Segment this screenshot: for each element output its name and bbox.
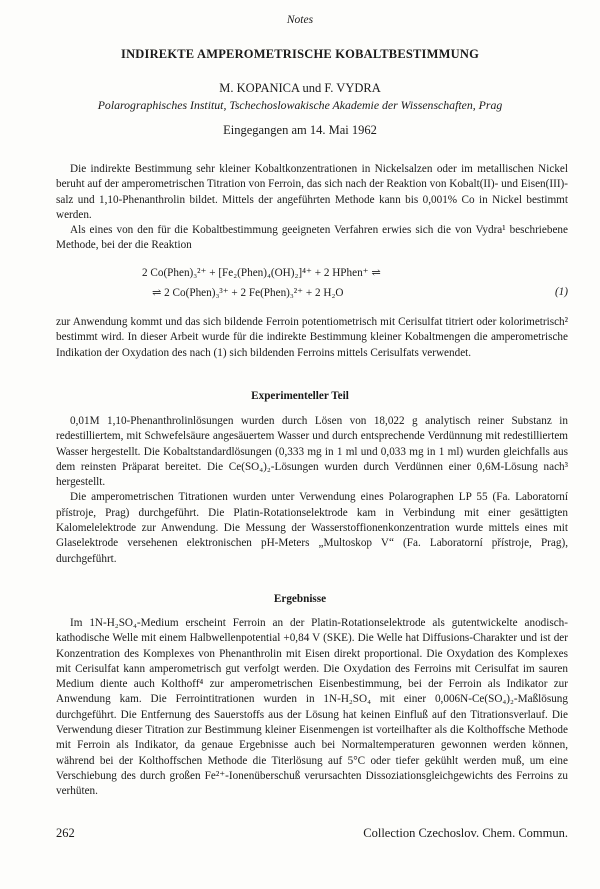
- article-title: INDIREKTE AMPEROMETRISCHE KOBALTBESTIMMUNG: [121, 47, 479, 61]
- results-block: [56, 616, 568, 800]
- equation-line-2: [56, 286, 568, 301]
- intro-paragraph-3: zur Anwendung kommt und das sich bildende Ferroin potentiometrisch mit Cerisulfat titriert oder kolorimetrisch² bestimmt wird. In dieser Arbeit wurde für die indirekte Bestimmung kleiner Kobaltmengen die amperometrische Indikation der Oxydation des nach (1) sich bildenden Ferroins mittels Cerisulfats verwendet.: [56, 316, 568, 359]
- equation-rhs: ⇌ 2 Co(Phen)₃³⁺ + 2 Fe(Phen)₃²⁺ + 2 H₂O: [152, 287, 344, 299]
- section-heading-experimental: Experimenteller Teil: [251, 390, 349, 402]
- institution: Polarographisches Institut, Tschechoslowakische Akademie der Wissenschaften, Prag: [97, 98, 503, 112]
- equation-number: (1): [554, 286, 568, 298]
- intro-paragraph-1: Die indirekte Bestimmung sehr kleiner Kobaltkonzentrationen in Nickelsalzen oder im metallischen Nickel beruht auf der amperometrischen Titration von Ferroin, das sich nach der Reaktion von Kobalt(II)- und Eisen(III)-salz und 1,10-Phenanthrolin bildet. Mittels der angeführten Methode kann bis 0,001% Co in Nickel bestimmt werden.: [56, 163, 568, 221]
- equation-line-1: [56, 266, 568, 281]
- intro-continuation: [56, 315, 568, 361]
- journal-name: Collection Czechoslov. Chem. Commun.: [363, 826, 568, 840]
- equation-lhs: 2 Co(Phen)₃²⁺ + [Fe₂(Phen)₄(OH)₂]⁴⁺ + 2 HPhen⁺ ⇌: [142, 267, 381, 279]
- experimental-paragraph-1: 0,01M 1,10-Phenanthrolinlösungen wurden durch Lösen von 18,022 g analytisch reiner Substanz in redestilliertem, mit Schwefelsäure angesäuertem Wasser und durch entsprechende Verdünnung mit redestilliertem Wasser hergestellt. Die Kobaltstandardlösungen (0,333 mg in 1 ml und 0,033 mg in 1 ml) wurden gleichfalls aus dem reinsten Präparat bereitet. Die Ce(SO₄)₂-Lösungen wurden durch Verdünnen einer 0,6M-Lösung nach³ hergestellt.: [56, 415, 568, 489]
- experimental-paragraph-2: Die amperometrischen Titrationen wurden unter Verwendung eines Polarographen LP 55 (Fa. Laboratorní přístroje, Prag) durchgeführt. Die Platin-Rotationselektrode kam in Verbindung mit einer gesättigten Kalomelelektrode zur Anwendung. Die Messung der Wasserstoffionenkonzentration wurde mittels eines mit Glaselektrode versehenen elektronischen pH-Meters „Multoskop V“ (Fa. Laboratorní přístroje, Prag), durchgeführt.: [56, 491, 568, 565]
- results-paragraph-1: Im 1N-H₂SO₄-Medium erscheint Ferroin an der Platin-Rotationselektrode als gutentwickelte anodisch-kathodische Welle mit einem Halbwellenpotential +0,84 V (SKE). Die Welle hat Diffusions-Charakter und ist der Konzentration des Komplexes von Phenanthrolin mit Eisen direkt proportional. Die Oxydation des Komplexes mit Cerisulfat kann amperometrisch gut verfolgt werden. Die Oxydation des Ferroins mit Cerisulfat im sauren Medium diente auch Kolthoff⁴ zur amperometrischen Eisenbestimmung, bei der Ferroin als Indikator zur Anwendung kam. Die Ferrointitrationen wurden in 1N-H₂SO₄ mit einer 0,006N-Ce(SO₄)₂-Maßlösung durchgeführt. Die Entfernung des Sauerstoffs aus der Lösung hat keinen Einfluß auf den Titrationsverlauf. Die Verwendung dieser Titration zur Bestimmung kleiner Eisenmengen ist vorteilhafter als die Kolthoffsche Methode mit Ferroin als Indikator, da genaue Ergebnisse auch bei Normaltemperaturen gewonnen werden können, während bei der Kolthoffschen Methode die Titerlösung auf 5°C oder tiefer gekühlt werden muß, um eine Verschiebung des durch großen Fe²⁺-Ionenüberschuß verursachten Dissoziationsgleichgewichts des Ferroins zu verhüten.: [56, 617, 568, 798]
- intro-block: [56, 162, 568, 254]
- running-header: Notes: [286, 14, 314, 26]
- page-number: 262: [56, 826, 75, 840]
- intro-paragraph-2: Als eines von den für die Kobaltbestimmung geeigneten Verfahren erwies sich die von Vydra¹ beschriebene Methode, bei der die Reaktion: [56, 224, 568, 252]
- authors: M. KOPANICA und F. VYDRA: [219, 81, 381, 95]
- experimental-block: [56, 414, 568, 567]
- section-heading-results: Ergebnisse: [273, 593, 327, 605]
- received-date: Eingegangen am 14. Mai 1962: [223, 123, 377, 137]
